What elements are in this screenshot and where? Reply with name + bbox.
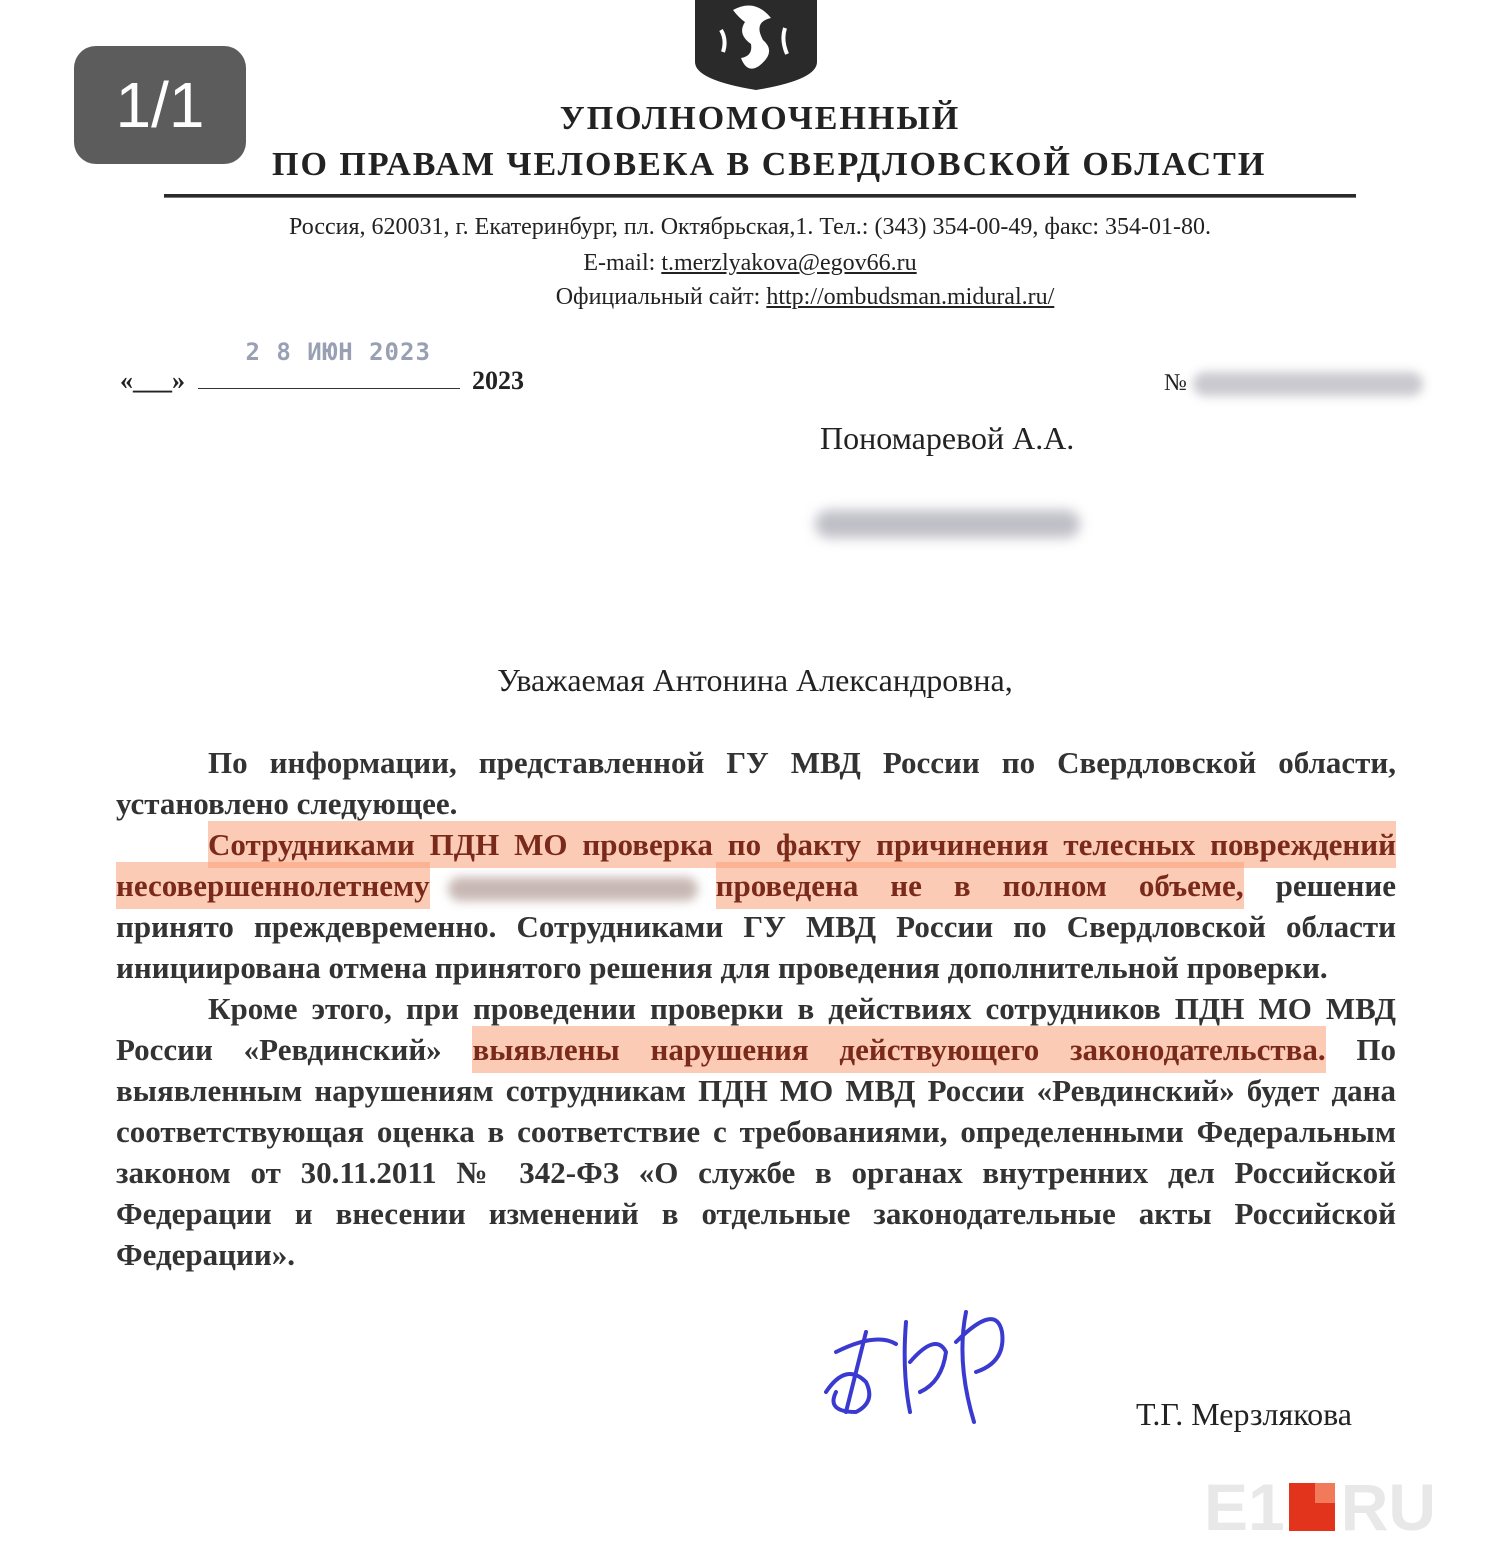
e1-logo-watermark bbox=[1204, 1470, 1437, 1544]
number-label: № bbox=[1164, 370, 1187, 396]
watermark-right-text: RU bbox=[1340, 1470, 1437, 1544]
letter-body bbox=[116, 742, 1396, 1275]
site-link[interactable]: http://ombudsman.midural.ru/ bbox=[766, 284, 1055, 310]
org-title-line1: УПОЛНОМОЧЕННЫЙ bbox=[559, 100, 961, 137]
page-counter-text: 1/1 bbox=[115, 69, 205, 141]
org-title-line2: ПО ПРАВАМ ЧЕЛОВЕКА В СВЕРДЛОВСКОЙ ОБЛАСТИ bbox=[272, 146, 1267, 183]
paragraph-2 bbox=[116, 824, 1396, 988]
contact-site-line bbox=[0, 284, 1500, 311]
document-number bbox=[1164, 370, 1423, 397]
site-label: Официальный сайт: bbox=[555, 284, 767, 310]
date-line bbox=[120, 338, 524, 396]
highlight-1: Сотрудниками ПДН МО проверка по факту причинения телесных повреждений несовершеннолетнему bbox=[116, 821, 1396, 909]
paragraph-3-rest: По выявленным нарушениям сотрудникам ПДН МО МВД России «Ревдинский» будет дана соответствующая оценка в соответствие с требованиями, определенными Федеральным законом от 30.11.2011 № 342-ФЗ «О службе в органах внутренних дел Российской Федерации и внесении изменений в отдельные законодательные акты Российской Федерации». bbox=[116, 1032, 1396, 1272]
logo-square-icon bbox=[1289, 1483, 1335, 1531]
date-month-blank bbox=[198, 338, 460, 389]
signer-name: Т.Г. Мерзлякова bbox=[1136, 1396, 1352, 1432]
email-link[interactable]: t.merzlyakova@egov66.ru bbox=[661, 250, 917, 276]
highlight-2: проведена не в полном объеме, bbox=[716, 862, 1244, 909]
email-label: E-mail: bbox=[583, 250, 662, 276]
paragraph-3-start: Кроме этого, при проведении проверки в действиях сотрудников ПДН МО МВД России «Ревдинский» bbox=[116, 991, 1396, 1067]
greeting: Уважаемая Антонина Александровна, bbox=[497, 662, 1013, 698]
date-day-blank: «___» bbox=[120, 366, 185, 395]
watermark-left-text: E1 bbox=[1204, 1470, 1285, 1544]
handwritten-signature-icon bbox=[806, 1292, 1026, 1442]
paragraph-1: По информации, представленной ГУ МВД России по Свердловской области, установлено следующее. bbox=[116, 745, 1396, 821]
paragraph-3 bbox=[116, 988, 1396, 1275]
paragraph-2-rest: решение принято преждевременно. Сотрудниками ГУ МВД России по Свердловской области инициирована отмена принятого решения для проведения дополнительной проверки. bbox=[116, 868, 1396, 985]
recipient-email-redacted bbox=[815, 510, 1080, 538]
date-stamp: 2 8 ИЮН 2023 bbox=[245, 338, 431, 366]
contact-address: Россия, 620031, г. Екатеринбург, пл. Октябрьская,1. Тел.: (343) 354-00-49, факс: 354-01-80. bbox=[288, 214, 1211, 240]
letterhead-divider bbox=[164, 194, 1356, 198]
number-redacted bbox=[1193, 372, 1423, 396]
coat-of-arms-emblem-icon bbox=[693, 0, 819, 90]
contact-email-line bbox=[0, 250, 1500, 277]
highlight-3: выявлены нарушения действующего законодательства. bbox=[472, 1026, 1325, 1073]
minor-name-redacted bbox=[448, 877, 698, 901]
date-year: 2023 bbox=[472, 366, 524, 395]
recipient-name: Пономаревой А.А. bbox=[820, 420, 1075, 456]
